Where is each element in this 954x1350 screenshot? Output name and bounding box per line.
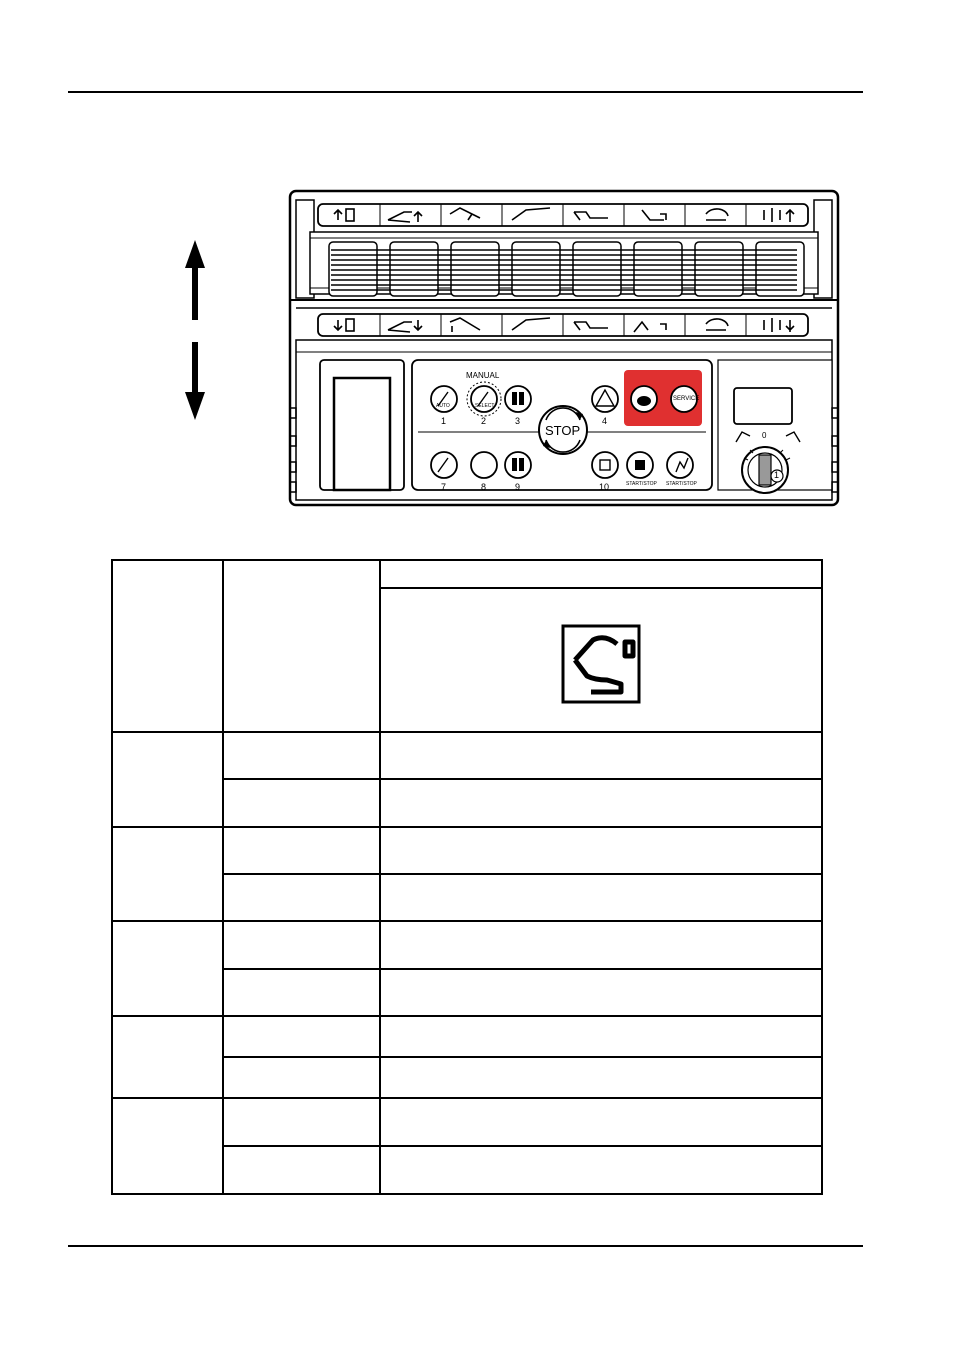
table-cell	[223, 874, 380, 921]
manual-label: MANUAL	[466, 371, 500, 380]
table-cell	[380, 969, 822, 1016]
table-cell	[223, 779, 380, 826]
button-number-8: 8	[481, 482, 487, 492]
button-number-7: 7	[441, 482, 447, 492]
button-number-9: 9	[515, 482, 521, 492]
table-cell	[223, 921, 380, 968]
table-cell	[223, 1016, 380, 1057]
header-cell-3	[380, 560, 822, 588]
header-icon-cell	[380, 588, 822, 732]
table-row	[112, 560, 822, 588]
button-number-2: 2	[481, 416, 487, 426]
header-cell-2	[223, 560, 380, 732]
footer-rule	[68, 1245, 863, 1247]
table-cell	[380, 1146, 822, 1194]
auto-label: AUTO	[436, 403, 450, 409]
up-arrow-icon	[185, 240, 205, 320]
table-cell	[380, 921, 822, 968]
table-cell	[380, 779, 822, 826]
table-cell	[380, 874, 822, 921]
boom-arm-icon	[561, 624, 641, 704]
table-row	[112, 732, 822, 779]
table-cell	[380, 732, 822, 779]
button-number-10: 10	[599, 482, 610, 492]
table-cell	[112, 827, 223, 922]
table-cell	[380, 1057, 822, 1098]
table-row	[112, 1098, 822, 1145]
select-label: SELECT	[475, 403, 495, 409]
table-cell	[223, 1146, 380, 1194]
table-cell	[112, 1098, 223, 1194]
header-rule	[68, 91, 863, 93]
stop-button-label[interactable]: STOP	[545, 423, 581, 438]
button-number-1: 1	[441, 416, 447, 426]
table-cell	[223, 827, 380, 874]
table-cell	[112, 1016, 223, 1099]
key-position-one: 1	[774, 470, 780, 480]
table-cell	[223, 1057, 380, 1098]
button-number-3: 3	[515, 416, 521, 426]
header-cell-1	[112, 560, 223, 732]
table-cell	[223, 1098, 380, 1145]
control-panel-figure	[150, 180, 850, 520]
table-row	[112, 921, 822, 968]
start-stop-label-2: START/STOP	[666, 481, 697, 487]
table-row	[112, 827, 822, 874]
table-cell	[223, 969, 380, 1016]
spec-table	[111, 559, 823, 1195]
table-cell	[112, 921, 223, 1016]
service-label: SERVICE	[673, 396, 700, 402]
table-row	[112, 1016, 822, 1057]
down-arrow-icon	[185, 342, 205, 420]
table-cell	[380, 1098, 822, 1145]
table-cell	[112, 732, 223, 827]
table-cell	[380, 827, 822, 874]
table-cell	[223, 732, 380, 779]
start-stop-label-1: START/STOP	[626, 481, 657, 487]
key-position-zero: 0	[762, 431, 767, 440]
table-cell	[380, 1016, 822, 1057]
button-number-4: 4	[602, 416, 608, 426]
